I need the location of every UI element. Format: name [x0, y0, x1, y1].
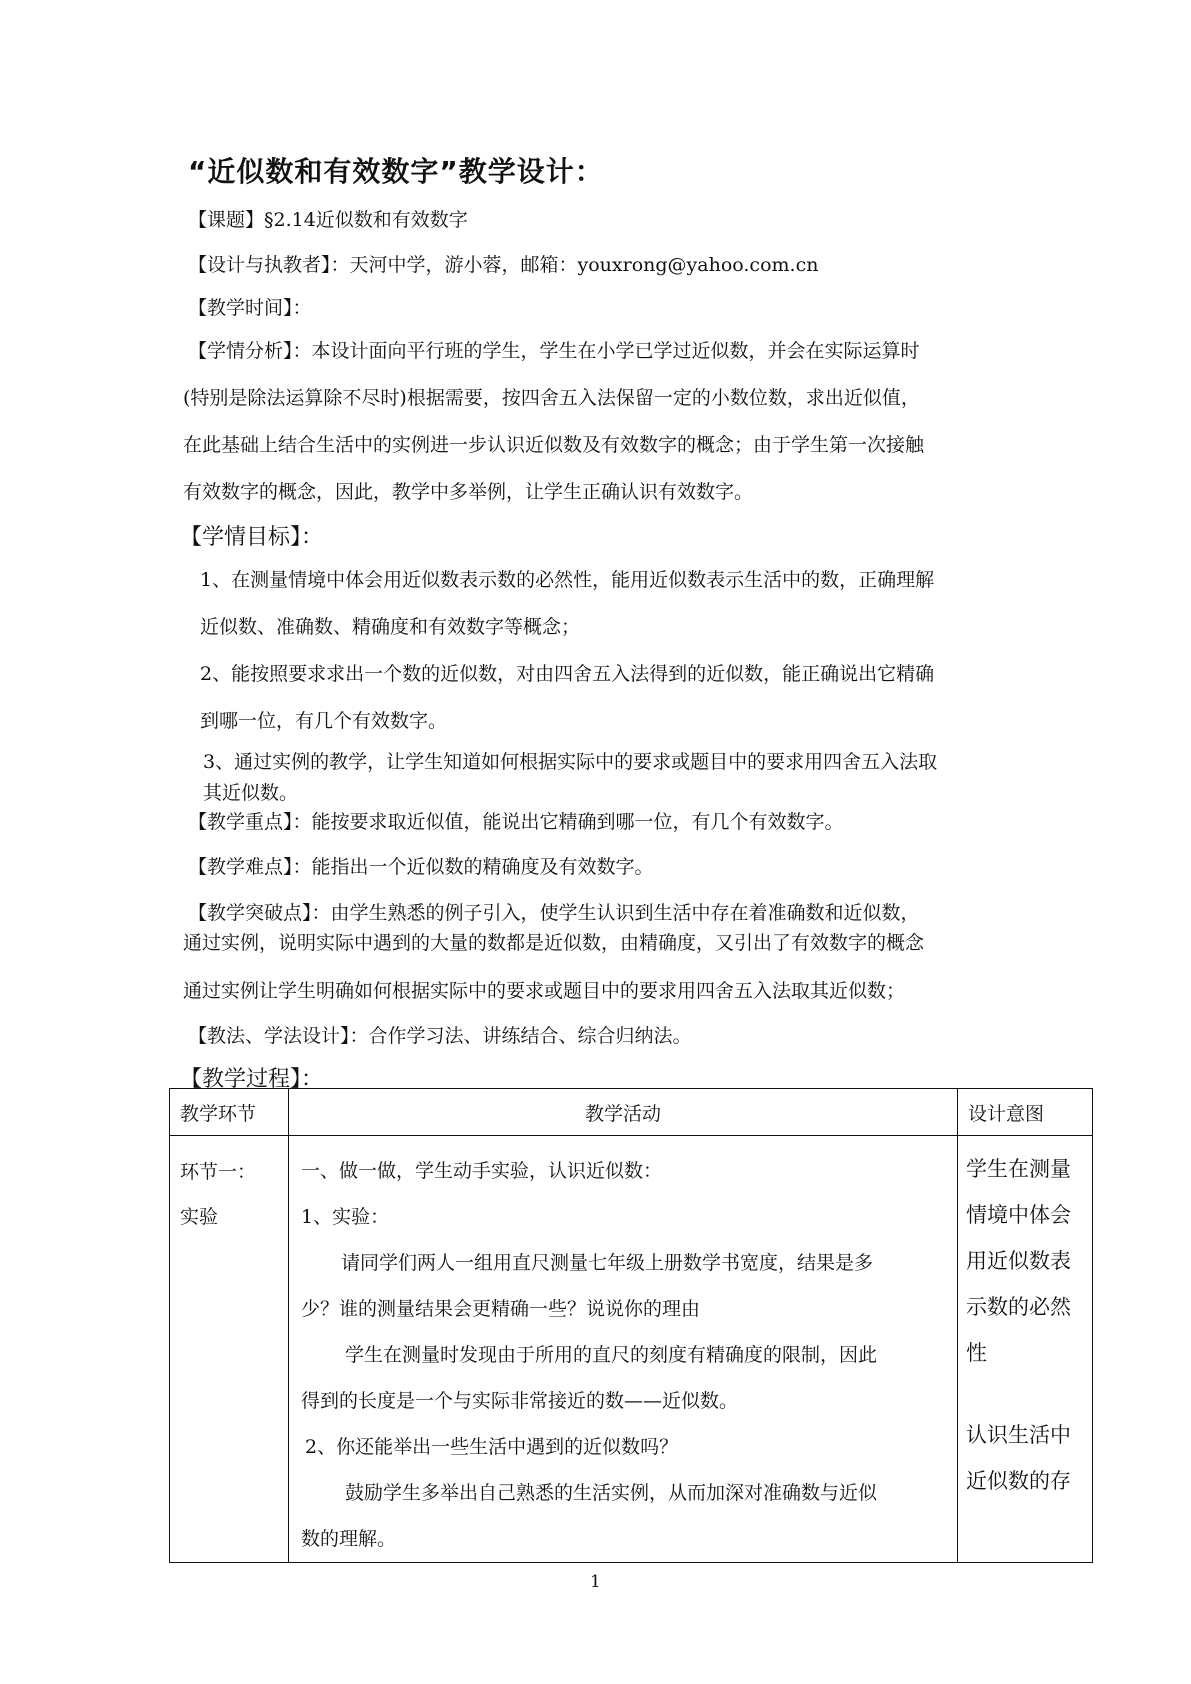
- activity-line: 少？谁的测量结果会更精确一些？说说你的理由: [301, 1298, 701, 1320]
- table-row: [170, 1136, 1093, 1563]
- goal-line: 3、通过实例的教学，让学生知道如何根据实际中的要求或题目中的要求用四舍五入法取: [203, 751, 938, 773]
- goal-line: 2、能按照要求求出一个数的近似数，对由四舍五入法得到的近似数，能正确说出它精确: [200, 663, 935, 685]
- intent-cell: [958, 1136, 1093, 1563]
- activity-line: 数的理解。: [301, 1528, 397, 1550]
- header-intent-label: 设计意图: [968, 1103, 1045, 1125]
- lesson-topic: 【课题】§2.14近似数和有效数字: [188, 209, 468, 231]
- breakthrough-line: 通过实例，说明实际中遇到的大量的数都是近似数，由精确度，又引出了有效数字的概念: [183, 932, 925, 954]
- intent-line: 性: [966, 1341, 987, 1365]
- goal-line: 1、在测量情境中体会用近似数表示数的必然性，能用近似数表示生活中的数，正确理解: [200, 569, 935, 591]
- goal-line: 其近似数。: [203, 782, 299, 804]
- stage-cell: [170, 1136, 289, 1563]
- intent-line: 示数的必然: [966, 1295, 1071, 1319]
- header-activity-label: 教学活动: [584, 1103, 661, 1125]
- activity-line: 得到的长度是一个与实际非常接近的数——近似数。: [301, 1390, 739, 1412]
- key-point: 【教学重点】：能按要求取近似值，能说出它精确到哪一位，有几个有效数字。: [188, 811, 844, 833]
- activity-line: 请同学们两人一组用直尺测量七年级上册数学书宽度，结果是多: [341, 1252, 874, 1274]
- goal-line: 近似数、准确数、精确度和有效数字等概念；: [200, 616, 581, 638]
- stage-line: 实验: [180, 1206, 219, 1228]
- analysis-line: 【学情分析】：本设计面向平行班的学生，学生在小学已学过近似数，并会在实际运算时: [188, 340, 920, 362]
- methods: 【教法、学法设计】：合作学习法、讲练结合、综合归纳法。: [188, 1025, 692, 1047]
- activity-line: 学生在测量时发现由于所用的直尺的刻度有精确度的限制，因此: [345, 1344, 878, 1366]
- stage-line: 环节一：: [180, 1161, 257, 1183]
- breakthrough-line: 通过实例让学生明确如何根据实际中的要求或题目中的要求用四舍五入法取其近似数；: [183, 980, 906, 1002]
- page-number: 1: [590, 1572, 601, 1592]
- activity-line: 2、你还能举出一些生活中遇到的近似数吗？: [305, 1436, 679, 1458]
- header-activity: [289, 1089, 958, 1136]
- intent-line: 学生在测量: [966, 1157, 1071, 1181]
- header-intent: [958, 1089, 1093, 1136]
- table-header-row: [170, 1089, 1093, 1136]
- header-stage: [170, 1089, 289, 1136]
- activity-line: 鼓励学生多举出自己熟悉的生活实例，从而加深对准确数与近似: [345, 1482, 878, 1504]
- analysis-line: 在此基础上结合生活中的实例进一步认识近似数及有效数字的概念；由于学生第一次接触: [183, 434, 925, 456]
- activity-line: 1、实验：: [301, 1206, 390, 1228]
- intent-line: 情境中体会: [966, 1203, 1071, 1227]
- goals-heading: 【学情目标】：: [180, 525, 324, 550]
- intent-line: 用近似数表: [966, 1249, 1071, 1273]
- activity-cell: [289, 1136, 958, 1563]
- breakthrough-line: 【教学突破点】：由学生熟悉的例子引入，使学生认识到生活中存在着准确数和近似数，: [188, 902, 920, 924]
- difficulty: 【教学难点】：能指出一个近似数的精确度及有效数字。: [188, 856, 654, 878]
- analysis-line: (特别是除法运算除不尽时)根据需要，按四舍五入法保留一定的小数位数，求出近似值，: [183, 387, 920, 409]
- designer-info: 【设计与执教者】：天河中学，游小蓉，邮箱：youxrong@yahoo.com.cn: [188, 254, 819, 276]
- intent-line: 近似数的存: [966, 1469, 1071, 1493]
- process-table: [169, 1088, 1093, 1563]
- intent-line: 认识生活中: [966, 1423, 1071, 1447]
- process-heading: 【教学过程】：: [180, 1067, 324, 1092]
- page-title: “近似数和有效数字”教学设计：: [188, 155, 604, 188]
- analysis-line: 有效数字的概念，因此，教学中多举例，让学生正确认识有效数字。: [183, 481, 754, 503]
- goal-line: 到哪一位，有几个有效数字。: [200, 710, 448, 732]
- teaching-time: 【教学时间】：: [188, 297, 312, 319]
- header-stage-label: 教学环节: [180, 1103, 257, 1125]
- activity-line: 一、做一做，学生动手实验，认识近似数：: [301, 1160, 663, 1182]
